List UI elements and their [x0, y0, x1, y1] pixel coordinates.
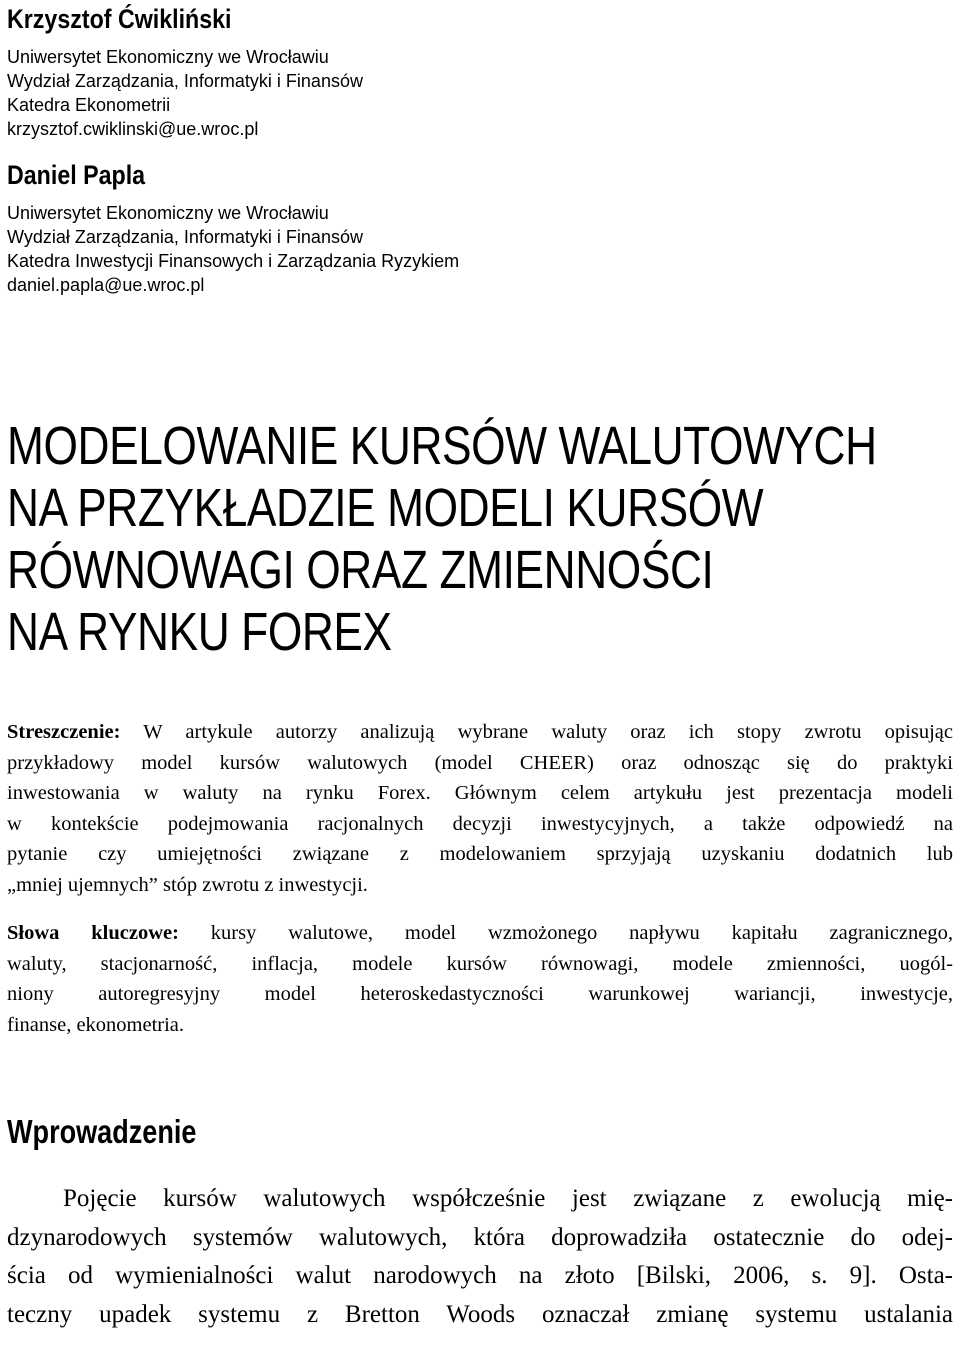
abstract-line: Streszczenie: W artykule autorzy analizują wybrane waluty oraz ich stopy zwrotu opisując — [7, 721, 953, 743]
keywords-line: finanse, ekonometria. — [7, 1013, 185, 1036]
abstract — [7, 717, 953, 900]
section-heading: Wprowadzenie — [7, 1113, 197, 1150]
title-line: NA PRZYKŁADZIE MODELI KURSÓW — [7, 478, 764, 538]
department-line: Katedra Ekonometrii — [7, 95, 171, 115]
keywords-line: niony autoregresyjny model heteroskedastyczności warunkowej wariancji, inwestycje, — [7, 983, 953, 1005]
author-affiliation — [7, 45, 953, 141]
intro-line: ścia od wymienialności walut narodowych na złoto [Bilski, 2006, s. 9]. Osta- — [7, 1262, 953, 1289]
abstract-line: inwestowania w waluty na rynku Forex. Głównym celem artykułu jest prezentacja modeli — [7, 782, 953, 804]
intro-line: teczny upadek systemu z Bretton Woods oznaczał zmianę systemu ustalania — [7, 1300, 953, 1328]
abstract-line: „mniej ujemnych” stóp zwrotu z inwestycji. — [7, 873, 368, 896]
keywords — [7, 918, 953, 1040]
faculty-line: Wydział Zarządzania, Informatyki i Finansów — [7, 71, 363, 91]
keywords-label: Słowa kluczowe: — [7, 922, 179, 944]
abstract-line: przykładowy model kursów walutowych (model CHEER) oraz odnosząc się do praktyki — [7, 751, 953, 774]
author-email: krzysztof.cwiklinski@ue.wroc.pl — [7, 119, 259, 139]
keywords-line: waluty, stacjonarność, inflacja, modele kursów równowagi, modele zmienności, uogól- — [7, 952, 953, 975]
abstract-line: pytanie czy umiejętności związane z modelowaniem sprzyjają uzyskaniu dodatnich lub — [7, 843, 953, 865]
author-block-1 — [7, 0, 953, 141]
intro-line: dzynarodowych systemów walutowych, która doprowadziła ostatecznie do odej- — [7, 1223, 953, 1251]
university-line: Uniwersytet Ekonomiczny we Wrocławiu — [7, 47, 329, 67]
keywords-line: Słowa kluczowe: kursy walutowe, model wzmożonego napływu kapitału zagranicznego, — [7, 922, 953, 944]
title-line: MODELOWANIE KURSÓW WALUTOWYCH — [7, 416, 877, 476]
author-block-2 — [7, 159, 953, 297]
author-name: Krzysztof Ćwikliński — [7, 4, 232, 34]
author-affiliation — [7, 201, 953, 297]
title-line: RÓWNOWAGI ORAZ ZMIENNOŚCI — [7, 540, 714, 600]
title-line: NA RYNKU FOREX — [7, 602, 392, 662]
abstract-label: Streszczenie: — [7, 721, 121, 743]
author-email: daniel.papla@ue.wroc.pl — [7, 275, 205, 295]
faculty-line: Wydział Zarządzania, Informatyki i Finansów — [7, 227, 363, 247]
abstract-line: w kontekście podejmowania racjonalnych decyzji inwestycyjnych, a także odpowiedź na — [7, 812, 953, 835]
university-line: Uniwersytet Ekonomiczny we Wrocławiu — [7, 203, 329, 223]
intro-line: Pojęcie kursów walutowych współcześnie jest związane z ewolucją mię- — [63, 1185, 953, 1212]
department-line: Katedra Inwestycji Finansowych i Zarządzania Ryzykiem — [7, 251, 460, 271]
paper-title — [7, 415, 953, 663]
author-name: Daniel Papla — [7, 160, 146, 190]
paper-page — [7, 0, 953, 1334]
intro-paragraph — [7, 1180, 953, 1334]
